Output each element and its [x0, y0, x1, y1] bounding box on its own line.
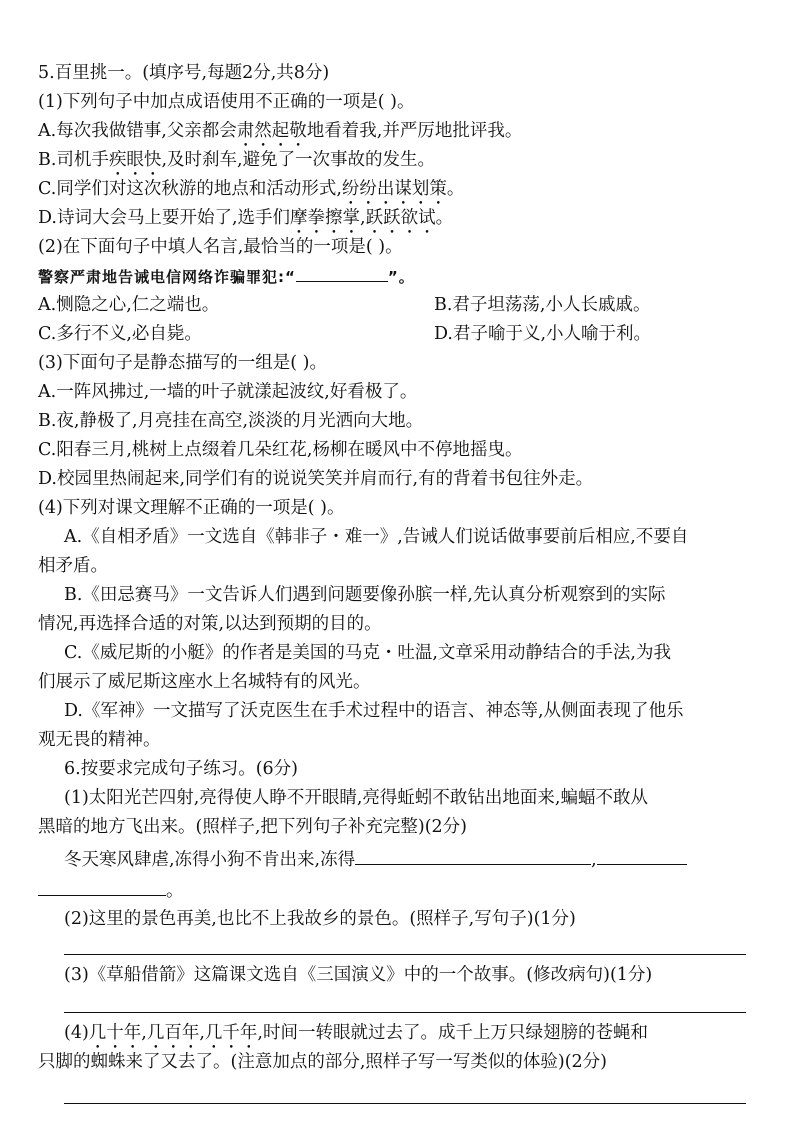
q6-3-prompt: (3)《草船借箭》这篇课文选自《三国演义》中的一个故事。(修改病句)(1分) [64, 965, 653, 985]
q6-1-line1: (1)太阳光芒四射,亮得使人睁不开眼睛,亮得蚯蚓不敢钻出地面来,蝙蝠不敢从 [64, 788, 648, 808]
q5-4-prompt: (4)下列对课文理解不正确的一项是( )。 [38, 498, 345, 518]
q6-4-line1: (4)几十年,几百年,几千年,时间一转眼就过去了。成千上万只绿翅膀的苍蝇和 [64, 1023, 648, 1043]
q5-4-option-b-line1: B.《田忌赛马》一文告诉人们遇到问题要像孙膑一样,先认真分析观察到的实际 [64, 585, 666, 605]
q5-2-option-c: C.多行不义,必自毙。 [38, 324, 202, 344]
q5-2-stem: 警察严肃地告诫电信网络诈骗罪犯:“ ”。 [38, 263, 764, 290]
q5-title: 5.百里挑一。(填序号,每题2分,共8分) [38, 63, 330, 83]
q6-1-line2: 黑暗的地方飞出来。(照样子,把下列句子补充完整)(2分) [38, 817, 468, 837]
q5-1-prompt: (1)下列句子中加点成语使用不正确的一项是( )。 [38, 92, 415, 112]
q5-2-option-a: A.恻隐之心,仁之端也。 [38, 295, 220, 315]
q5-2-options-row1 [38, 292, 764, 318]
q5-3-option-a: A.一阵风拂过,一墙的叶子就漾起波纹,好看极了。 [38, 382, 418, 402]
q5-4-option-d-line2: 观无畏的精神。 [38, 730, 161, 750]
q5-1-option-d: D.诗词大会马上要开始了,选手们摩拳擦掌,跃跃欲试。 [38, 208, 454, 228]
q5-3-prompt: (3)下面句子是静态描写的一组是( )。 [38, 353, 328, 373]
q6-2-answer-line[interactable] [64, 954, 746, 955]
q5-4-option-c-line2: 们展示了威尼斯这座水上名城特有的风光。 [38, 672, 371, 692]
q6-1-fill: 冬天寒风肆虐,冻得小狗不肯出来,冻得 , [64, 846, 764, 873]
q5-1-option-a: A.每次我做错事,父亲都会肃然起敬地看着我,并严厉地批评我。 [38, 121, 523, 141]
q5-4-option-b-line2: 情况,再选择合适的对策,以达到预期的目的。 [38, 614, 382, 634]
q5-4-option-a-line2: 相矛盾。 [38, 556, 108, 576]
q5-2-options-row2 [38, 321, 764, 347]
q5-4-option-d-line1: D.《军神》一文描写了沃克医生在手术过程中的语言、神态等,从侧面表现了他乐 [64, 701, 684, 721]
q5-4-option-c-line1: C.《威尼斯的小艇》的作者是美国的马克・吐温,文章采用动静结合的手法,为我 [64, 643, 671, 663]
q6-1-blank-2[interactable] [597, 846, 687, 865]
q5-2-option-b: B.君子坦荡荡,小人长戚戚。 [434, 295, 651, 315]
q5-2-prompt: (2)在下面句子中填人名言,最恰当的一项是( )。 [38, 237, 403, 257]
q5-2-blank[interactable] [296, 263, 388, 282]
q6-1-blank-3[interactable] [38, 877, 166, 896]
q5-2-option-d: D.君子喻于义,小人喻于利。 [434, 324, 652, 344]
q6-4-answer-line[interactable] [64, 1103, 746, 1104]
q6-title: 6.按要求完成句子练习。(6分) [64, 759, 298, 779]
q5-3-option-d: D.校园里热闹起来,同学们有的说说笑笑并肩而行,有的背着书包往外走。 [38, 469, 594, 489]
q5-3-option-c: C.阳春三月,桃树上点缀着几朵红花,杨柳在暖风中不停地摇曳。 [38, 440, 523, 460]
q6-1-fill-end: 。 [38, 877, 764, 904]
q6-3-answer-line[interactable] [64, 1012, 746, 1013]
q6-1-blank-1[interactable] [355, 846, 591, 865]
q5-1-option-b: B.司机手疾眼快,及时刹车,避免了一次事故的发生。 [38, 150, 436, 170]
q5-3-option-b: B.夜,静极了,月亮挂在高空,淡淡的月光洒向大地。 [38, 411, 424, 431]
q5-1-option-c: C.同学们对这次秋游的地点和活动形式,纷纷出谋划策。 [38, 179, 465, 199]
q6-4-line2: 只脚的蜘蛛来了又去了。(注意加点的部分,照样子写一写类似的体验)(2分) [38, 1052, 608, 1072]
q5-4-option-a-line1: A.《自相矛盾》一文选自《韩非子・难一》,告诫人们说话做事要前后相应,不要自 [64, 527, 689, 547]
q6-2-prompt: (2)这里的景色再美,也比不上我故乡的景色。(照样子,写句子)(1分) [64, 909, 576, 929]
